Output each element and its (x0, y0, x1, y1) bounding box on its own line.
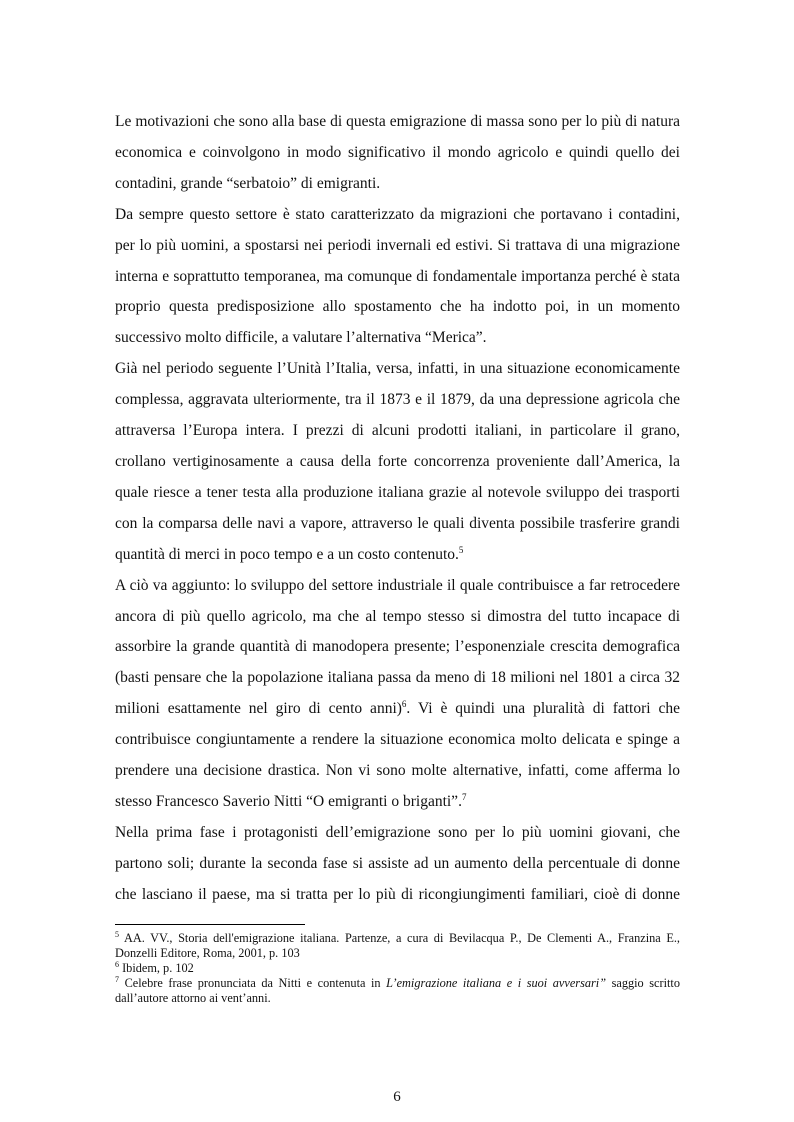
footnote (115, 961, 680, 976)
footnote-marker[interactable]: 7 (461, 791, 467, 802)
paragraph: Nella prima fase i protagonisti dell’emigrazione sono per lo più uomini giovani, che partono soli; durante la seconda fase si assiste ad un aumento della percentuale di donne che lasciano il paese, ma si tratta per lo più di ricongiungimenti familiari, cioè di donne (115, 823, 680, 903)
paragraph-text: . Vi è quindi una pluralità di fattori che contribuisce congiuntamente a rendere la situazione economica molto delicata e spinge a prendere una decisione drastica. Non vi sono molte alternative, infatti, come afferma lo stesso Francesco Saverio Nitti “O emigranti o briganti”. (115, 700, 681, 810)
paragraph-text: Già nel periodo seguente l’Unità l’Italia, versa, infatti, in una situazione economicamente complessa, aggravata ulteriormente, tra il 1873 e il 1879, da una depressione agricola che attraversa l’Europa intera. I prezzi di alcuni prodotti italiani, in particolare il grano, crollano vertiginosamente a causa della forte concorrenza proveniente dall’America, la quale riesce a tener testa alla produzione italiana grazie al notevole sviluppo dei trasporti con la comparsa delle navi a vapore, attraverso le quali diventa possibile trasferire grandi quantità di merci in poco tempo e a un costo contenuto. (115, 360, 680, 563)
paragraph: Le motivazioni che sono alla base di questa emigrazione di massa sono per lo più di natura economica e coinvolgono in modo significativo il mondo agricolo e quindi quello dei contadini, grande “serbatoio” di emigranti. (115, 113, 680, 192)
footnotes (115, 931, 680, 1006)
footnote-text: AA. VV., Storia dell'emigrazione italiana. Partenze, a cura di Bevilacqua P., De Clementi A., Franzina E., Donzelli Editore, Roma, 2001, p. 103 (115, 931, 680, 960)
footnote (115, 931, 680, 961)
footnote-text: Ibidem, p. 102 (122, 961, 194, 975)
footnote-title: L’emigrazione italiana e i suoi avversari” (386, 976, 607, 990)
paragraph-text: A ciò va aggiunto: lo sviluppo del settore industriale il quale contribuisce a far retrocedere ancora di più quello agricolo, ma che al tempo stesso si dimostra del tutto incapace di assorbire la grande quantità di manodopera presente; l’esponenziale crescita demografica (basti pensare che la popolazione italiana passa da meno di 18 milioni nel 1801 a circa 32 milioni esattamente nel giro di cento anni) (115, 576, 680, 718)
footnote (115, 976, 680, 1006)
footnote-marker[interactable]: 6 (401, 699, 407, 710)
paragraph: Da sempre questo settore è stato caratterizzato da migrazioni che portavano i contadini, per lo più uomini, a spostarsi nei periodi invernali ed estivi. Si trattava di una migrazione interna e soprattutto temporanea, ma comunque di fondamentale importanza perché è stata proprio questa predisposizione allo spostamento che ha indotto poi, in un momento successivo molto difficile, a valutare l’alternativa “Merica”. (115, 205, 680, 347)
footnote-number: 5 (115, 929, 119, 939)
paragraph (115, 354, 680, 570)
footnote-text: saggio scritto dall’autore attorno ai vent’anni. (115, 976, 680, 1005)
footnote-number: 7 (115, 974, 119, 984)
footnote-marker[interactable]: 5 (458, 544, 464, 555)
footnote-separator (115, 924, 305, 925)
page-number: 6 (393, 1089, 401, 1105)
footnote-number: 6 (115, 959, 119, 969)
main-text (115, 107, 680, 911)
paragraph (115, 571, 680, 818)
footnote-text: Celebre frase pronunciata da Nitti e contenuta in (124, 976, 387, 990)
